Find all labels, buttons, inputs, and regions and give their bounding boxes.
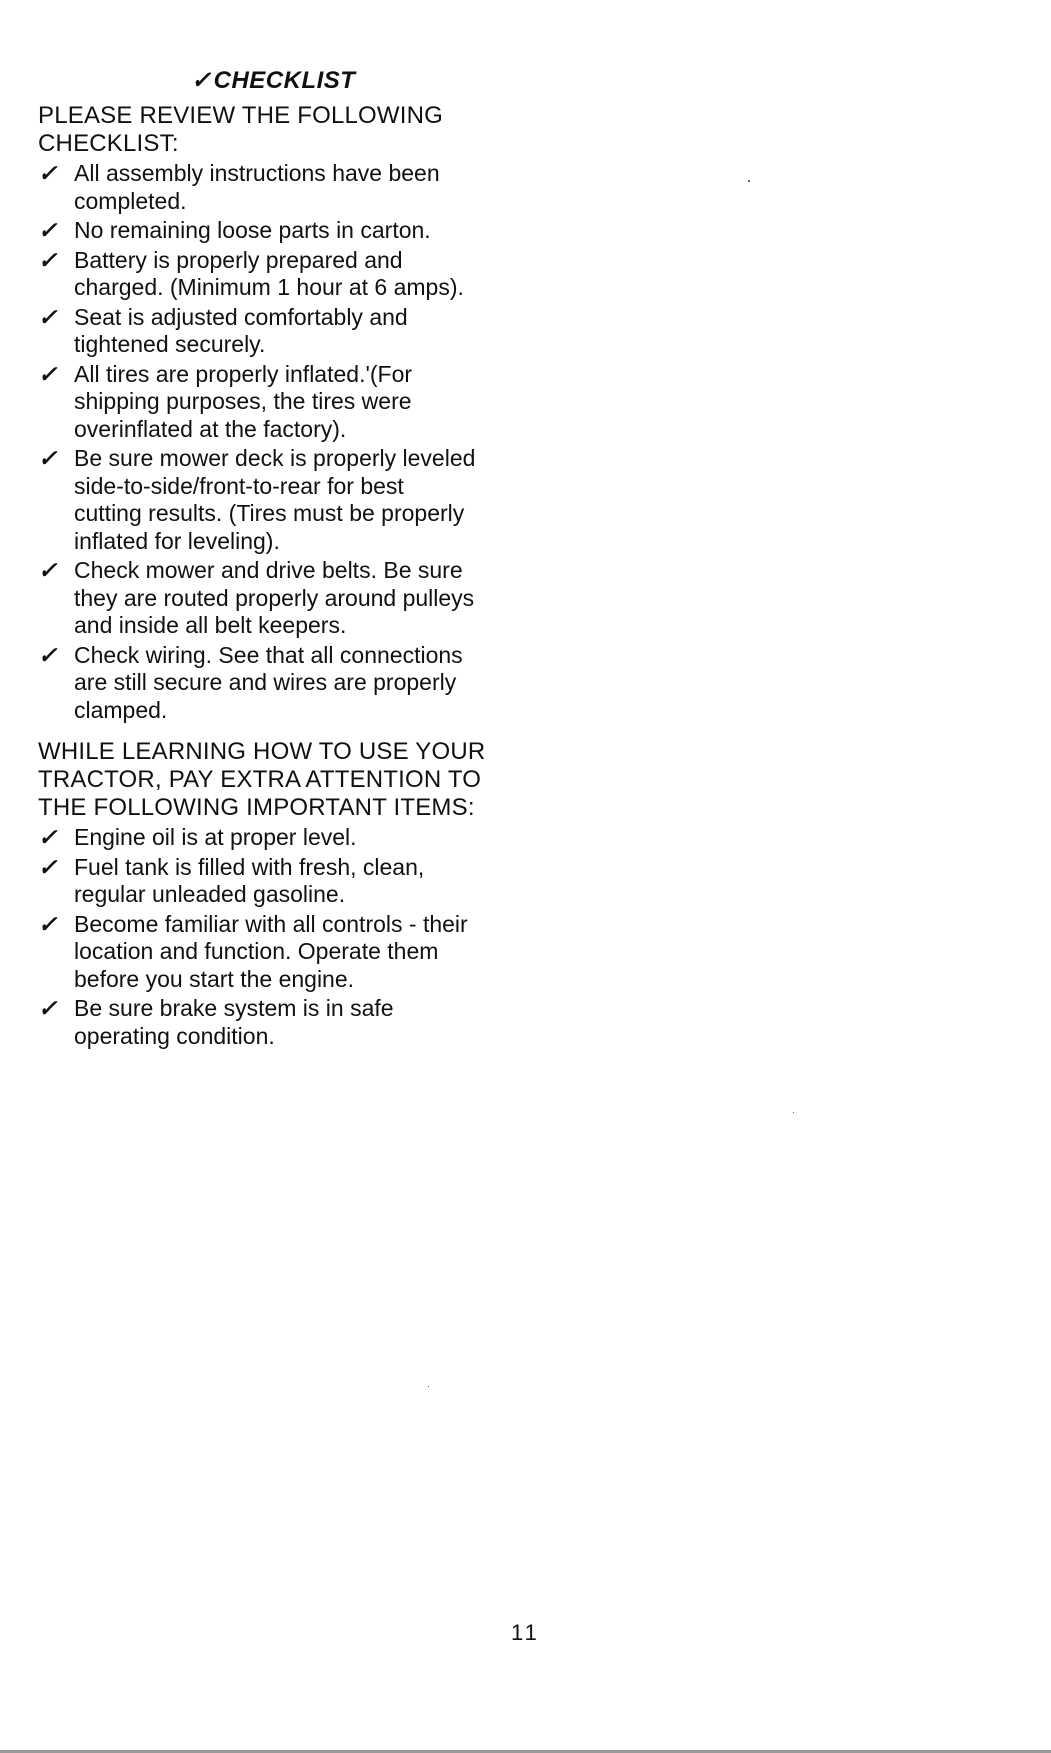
check-mark-icon: ✓ [38, 160, 58, 186]
heading-line: TRACTOR, PAY EXTRA ATTENTION TO [38, 766, 482, 793]
check-mark-icon: ✓ [38, 303, 58, 330]
item-line: location and function. Operate them [74, 938, 439, 964]
item-line: Be sure brake system is in safe [74, 995, 394, 1021]
check-mark-icon: ✓ [38, 853, 58, 880]
check-mark-icon: ✓ [38, 557, 58, 583]
item-line: before you start the engine. [74, 965, 355, 992]
check-mark-icon: ✓ [38, 360, 58, 387]
item-line: clamped. [74, 696, 168, 723]
list-item [38, 160, 518, 215]
scan-speck [793, 1112, 794, 1113]
list-item [38, 995, 518, 1050]
check-mark-icon: ✓ [38, 217, 58, 243]
item-line: completed. [74, 187, 187, 214]
item-line: No remaining loose parts in carton. [74, 217, 431, 243]
item-line: charged. (Minimum 1 hour at 6 amps). [74, 274, 464, 300]
item-line: Battery is properly prepared and [74, 246, 403, 273]
item-line: Fuel tank is filled with fresh, clean, [74, 853, 425, 880]
check-mark-icon: ✓ [38, 824, 58, 850]
check-mark-icon: ✓ [38, 910, 58, 937]
list-item [38, 445, 518, 555]
section-heading-review [38, 102, 518, 158]
list-item [38, 304, 518, 359]
page-number: 11 [511, 1620, 540, 1645]
list-item [38, 247, 518, 302]
item-line: they are routed properly around pulleys [74, 584, 475, 611]
check-mark-icon: ✓ [191, 67, 212, 94]
check-mark-icon: ✓ [38, 641, 58, 668]
item-line: inflated for leveling). [74, 527, 280, 554]
item-line: Be sure mower deck is properly leveled [74, 445, 476, 471]
scan-speck [748, 180, 750, 182]
item-line: All tires are properly inflated.'(For [74, 360, 413, 387]
title-text: CHECKLIST [213, 67, 356, 94]
list-item [38, 854, 518, 909]
page-title [191, 67, 518, 95]
list-item [38, 217, 518, 245]
important-items-checklist [38, 824, 518, 1050]
check-mark-icon: ✓ [38, 995, 58, 1021]
item-line: Check wiring. See that all connections [74, 641, 463, 668]
heading-line: PLEASE REVIEW THE FOLLOWING [38, 102, 444, 129]
review-checklist [38, 160, 518, 724]
heading-line: WHILE LEARNING HOW TO USE YOUR [38, 738, 486, 765]
item-line: tightened securely. [74, 331, 266, 357]
list-item [38, 824, 518, 852]
item-line: cutting results. (Tires must be properly [74, 500, 465, 526]
heading-line: THE FOLLOWING IMPORTANT ITEMS: [38, 794, 475, 821]
list-item [38, 642, 518, 725]
item-line: Become familiar with all controls - their [74, 910, 468, 937]
list-item [38, 557, 518, 640]
item-line: and inside all belt keepers. [74, 612, 347, 638]
item-line: All assembly instructions have been [74, 160, 440, 186]
checklist-column [38, 67, 518, 1052]
scan-speck [428, 1386, 429, 1387]
section-heading-learning [38, 738, 518, 822]
list-item [38, 361, 518, 444]
check-mark-icon: ✓ [38, 445, 58, 471]
item-line: Check mower and drive belts. Be sure [74, 557, 463, 583]
item-line: operating condition. [74, 1022, 275, 1049]
item-line: are still secure and wires are properly [74, 669, 457, 695]
check-mark-icon: ✓ [38, 246, 58, 273]
heading-line: CHECKLIST: [38, 130, 179, 157]
item-line: Engine oil is at proper level. [74, 824, 357, 850]
item-line: overinflated at the factory). [74, 415, 347, 442]
item-line: side-to-side/front-to-rear for best [74, 472, 404, 499]
item-line: regular unleaded gasoline. [74, 881, 346, 907]
item-line: shipping purposes, the tires were [74, 388, 412, 414]
item-line: Seat is adjusted comfortably and [74, 303, 408, 330]
list-item [38, 911, 518, 994]
